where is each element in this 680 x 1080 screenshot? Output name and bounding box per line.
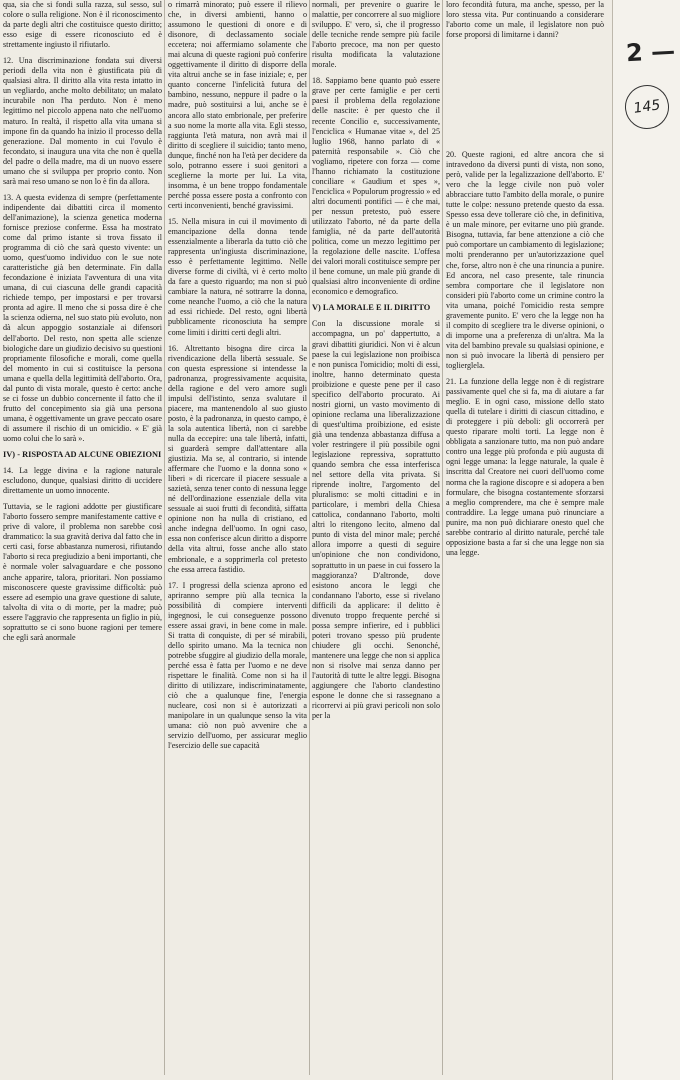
col2-para-2: 15. Nella misura in cui il movimento di emancipazione della donna tende essenzialmente a liberarla da tutto ciò che rappresenta un'ingiusta discriminazione, esso è perfettamente legittimo. Nelle diverse forme di civiltà, vi è certo molto da fare a questo riguardo; ma non si può cambiare la natura, né sottrarre la donna, come neanche l'uomo, a ciò che la natura ad essi richiede. Del resto, ogni libertà pubblicamente riconosciuta ha sempre come limiti i diritti certi degli altri. (168, 216, 307, 337)
col3-para-1: normali, per prevenire o guarire le malattie, per concorrere al suo migliore sviluppo. E' vero, sì, che il progresso delle tecniche rende sempre più facile l'aborto precoce, ma non per questo risulta modificata la valutazione morale. (312, 0, 440, 70)
column-4-body (446, 150, 604, 1075)
col4-top-para: loro fecondità futura, ma anche, spesso, per la loro stessa vita. Pur continuando a considerare l'aborto come un male, il legislatore non può forse proporsi di limitarne i danni? (446, 0, 604, 40)
col4-para-1: 20. Queste ragioni, ed altre ancora che si intravedono da diversi punti di vista, non sono, però, valide per la legalizzazione dell'aborto. E' vero che la legge civile non può voler abbracciare tutto l'ambito della morale, o punire tutte le colpe: nessuno pretende questo da essa. Spesso essa deve tollerare ciò che, in definitiva, è un male minore, per evitarne uno più grande. Bisogna, tuttavia, far bene attenzione a ciò che può comportare un cambiamento di legislazione; molti prenderanno per un'autorizzazione quel che, forse, altro non è che una rinuncia a punire. Ed ancora, nel caso presente, tale rinuncia sembra comportare che il legislatore non consideri più l'aborto come un crimine contro la vita umana, poiché l'omicidio resta sempre gravemente punito. E' vero che la legge non ha il compito di scegliere tra le diverse opinioni, o di imporne una a preferenza di un'altra. Ma la vita del bambino prevale su qualsiasi opinione, e non si può invocare la libertà di pensiero per toglierglela. (446, 150, 604, 370)
col3-para-2: 18. Sappiamo bene quanto può essere grave per certe famiglie e per certi paesi il problema della regolazione delle nascite: è per questo che il recente Concilio e, successivamente, l'enciclica « Humanae vitae », del 25 luglio 1968, hanno parlato di « paternità responsabile ». Ciò che vogliamo, ripetere con forza — come l'hanno richiamato la costituzione conciliare « Gaudium et spes », l'enciclica « Populorum progressio » ed altri documenti pontifici — è che mai, per nessun pretesto, può essere utilizzato l'aborto, né da parte della famiglia, né da parte dell'autorità politica, come un mezzo legittimo per la regolazione delle nascite. L'offesa dei valori morali costituisce sempre per il bene comune, un male più grande di qualsiasi altro inconveniente di ordine economico e demografico. (312, 76, 440, 297)
col2-para-4: 17. I progressi della scienza aprono ed apriranno sempre più alla tecnica la possibilità di compiere interventi ingegnosi, le cui conseguenze possono essere assai gravi, in bene come in male. Si tratta di conquiste, di per sé mirabili, dello spirito umano. Ma la tecnica non potrebbe sfuggire al giudizio della morale, perché essa è fatta per l'uomo e ne deve rispettare le finalità. Come non si ha il diritto di utilizzare, indiscriminatamente, ciò che a qualunque fine, l'energia nucleare, così non si è autorizzati a manipolare in un qualunque senso la vita umana: ciò non può avvenire che a servizio dell'uomo, per assicurar meglio l'esercizio delle sue capacità (168, 580, 307, 751)
column-3 (312, 0, 440, 1075)
col4-para-2: 21. La funzione della legge non è di registrare passivamente quel che si fa, ma di aiutare a far meglio. E in ogni caso, missione dello stato quella di tutelare i diritti di ciascun cittadino, e di proteggere i più deboli: gli occorrerà per questo riparare molti torti. La legge non è obbligata a sanzionare tutto, ma non può andare contro una legge più profonda e più augusta di ogni legge umana: la legge naturale, la quale è inscritta dal Creatore nei cuori dell'uomo come norma che la ragione discopre e si adopera a ben formulare, che bisogna costantemente sforzarsi a meglio comprendere, ma che è sempre male contraddire. La legge umana può rinunciare a punire, ma non può dichiarare onesto quel che sarebbe contrario al diritto naturale, perché tale opposizione basta a far sì che una legge non sia una legge. (446, 377, 604, 557)
col2-para-3: 16. Altrettanto bisogna dire circa la rivendicazione della libertà sessuale. Se con questa espressione si intendesse la padronanza, progressivamente acquisita, della ragione e del vero amore sugli impulsi dell'istinto, senza svalutare il piacere, ma mantenendolo al suo giusto posto, è la padronanza, in questo campo, è la sola autentica libertà, non ci sarebbe nulla da eccepire: una tale libertà, infatti, si guarderà sempre dall'attentare alla giustizia. Ma se, al contrario, si intende affermare che l'uomo e la donna sono « liberi » di ricercare il piacere sessuale a sazietà, senza tener conto di nessuna legge né dell'ordinazione essenziale della vita sessuale ai suoi frutti di fecondità, siffatta opinione non ha nulla di cristiano, ed anche indegna dell'uomo. In ogni caso, essa non conferisce alcun diritto a disporre della vita altrui, fosse anche allo stato embrionale, e a sopprimerla col pretesto che essa arreca fastidio. (168, 343, 307, 574)
col3-para-3: Con la discussione morale si accompagna, un po' dappertutto, a gravi dibattiti giuridici. Non vi è alcun paese la cui legislazione non proibisca e non punisca l'omicidio; molti di essi, inoltre, hanno determinato questa proibizione e queste pene per il caso specifico dell'aborto procurato. Ai nostri giorni, un vasto movimento di opinione reclama una liberalizzazione di quest'ultima proibizione, ed esiste già una tendenza abbastanza diffusa a voler restringere il più possibile ogni legislazione repressiva, soprattutto quando sembra che essa interferisca nel settore della vita privata. Si riprende inoltre, l'argomento del pluralismo: se molti cittadini e in particolare, i membri della Chiesa cattolica, condannano l'aborto, molti altri lo ritengono lecito, almeno dal punto di vista del minor male; perché allora imporre a questi di seguire un'opinione che non condividono, soprattutto in un paese in cui fossero la maggioranza? D'altronde, dove esistono ancora le leggi che condannano l'aborto, esse si rivelano difficili da applicare: il delitto è divenuto troppo frequente perché si possa sempre infierire, ed i pubblici poteri trovano spesso più prudente chiudere gli occhi. Senonché, mantenere una legge che non si applica non si risolve mai senza danno per l'autorità di tutte le altre leggi. Bisogna aggiungere che l'aborto clandestino espone le donne che si rassegnano a ricorrervi ai più gravi pericoli non solo per la (312, 319, 440, 721)
column-divider (442, 0, 443, 1075)
column-1 (3, 0, 162, 1075)
section-heading-iv: IV) - RISPOSTA AD ALCUNE OBIEZIONI (3, 450, 162, 460)
col1-para-3: 13. A questa evidenza di sempre (perfettamente indipendente dai dibattiti circa il momento dell'animazione), la scienza genetica moderna fornisce preziose conferme. Essa ha mostrato come dal primo istante si trova fissato il programma di ciò che sarà questo vivente: un uomo, quest'uomo individuo con le sue note caratteristiche già ben determinate. Fin dalla fecondazione è iniziata l'avventura di una vita umana, di cui ciascuna delle grandi capacità richiede tempo, per impostarsi e per trovarsi pronta ad agire. Il meno che si possa dire è che la scienza odierna, nel suo stato più evoluto, non dà alcun appoggio sostanziale ai difensori dell'aborto. Del resto, non spetta alle scienze biologiche dare un giudizio decisivo su questioni propriamente filosofiche e morali, come quella del momento in cui si costituisce la persona umana e quella della legittimità dell'aborto. Ora, dal punto di vista morale, questo è certo: anche se ci fosse un dubbio concernente il fatto che il frutto del concepimento sia già una persona umana, è oggettivamente un grave peccato osare di assumere il rischio di un omicidio. « E' già uomo colui che lo sarà ». (3, 192, 162, 443)
col1-para-2: 12. Una discriminazione fondata sui diversi periodi della vita non è giustificata più di qualsiasi altra. Il diritto alla vita resta intatto in un vegliardo, anche molto debilitato; un malato incurabile non l'ha perduto. Non è meno legittimo nel piccolo appena nato che nell'uomo maturo. In realtà, il rispetto alla vita umana si impone fin da quando ha inizio il processo della generazione. Dal momento in cui l'ovulo è fecondato, si inaugura una vita che non è quella del padre o della madre, ma di un nuovo essere umano che si sviluppa per proprio conto. Non sarà mai reso umano se non lo è fin da allora. (3, 56, 162, 186)
col1-para-1: qua, sia che si fondi sulla razza, sul sesso, sul colore o sulla religione. Non è il riconoscimento da parte degli altri che costituisce questo diritto; esso esige di essere riconosciuto ed è strettamente ingiusto il rifiutarlo. (3, 0, 162, 50)
column-divider (164, 0, 165, 1075)
col1-para-4: 14. La legge divina e la ragione naturale escludono, dunque, qualsiasi diritto di uccidere direttamente un uomo innocente. (3, 466, 162, 496)
circled-archive-number: 145 (622, 82, 672, 132)
section-heading-v: V) LA MORALE E IL DIRITTO (312, 303, 431, 313)
column-divider (309, 0, 310, 1075)
handwritten-page-number: 2 — (625, 36, 676, 68)
column-2 (168, 0, 307, 1075)
col1-para-5: Tuttavia, se le ragioni addotte per giustificare l'aborto fossero sempre manifestamente cattive e prive di valore, il problema non sarebbe così drammatico: la sua gravità deriva dal fatto che in certi casi, forse abbastanza numerosi, rifiutando l'aborto si reca pregiudizio a beni importanti, che è normale voler salvaguardare e che possono anche apparire, talora, prioritari. Non possiamo misconoscere queste gravissime difficoltà: può essere ad esempio una grave questione di salute, talvolta di vita o di morte, per la madre; può essere l'aggravio che rappresenta un figlio in più, soprattutto se ci sono buone ragioni per temere che egli sarà anormale (3, 502, 162, 642)
column-4-top (446, 0, 604, 135)
col2-para-1: o rimarrà minorato; può essere il rilievo che, in diversi ambienti, hanno o assumono le questioni di onore e di disonore, di declassamento sociale eccetera; noi affermiamo solamente che mai alcuna di queste ragioni può conferire oggettivamente il diritto di disporre della vita altrui anche se in fase iniziale; e, per quanto concerne l'infelicità futura del bambino, nessuno, neppure il padre o la madre, può sostituirsi a lui, anche se è ancora allo stato embrionale, per preferire a suo nome la morte alla vita. Egli stesso, raggiunta l'età matura, non avrà mai il diritto di scegliere il suicidio; tanto meno, dunque, finché non ha l'età per decidere da solo, potranno essere i suoi genitori a sceglierne la morte per lui. La vita, insomma, è un bene troppo fondamentale perché possa essere posta a confronto con certi inconvenienti, benché gravissimi. (168, 0, 307, 210)
